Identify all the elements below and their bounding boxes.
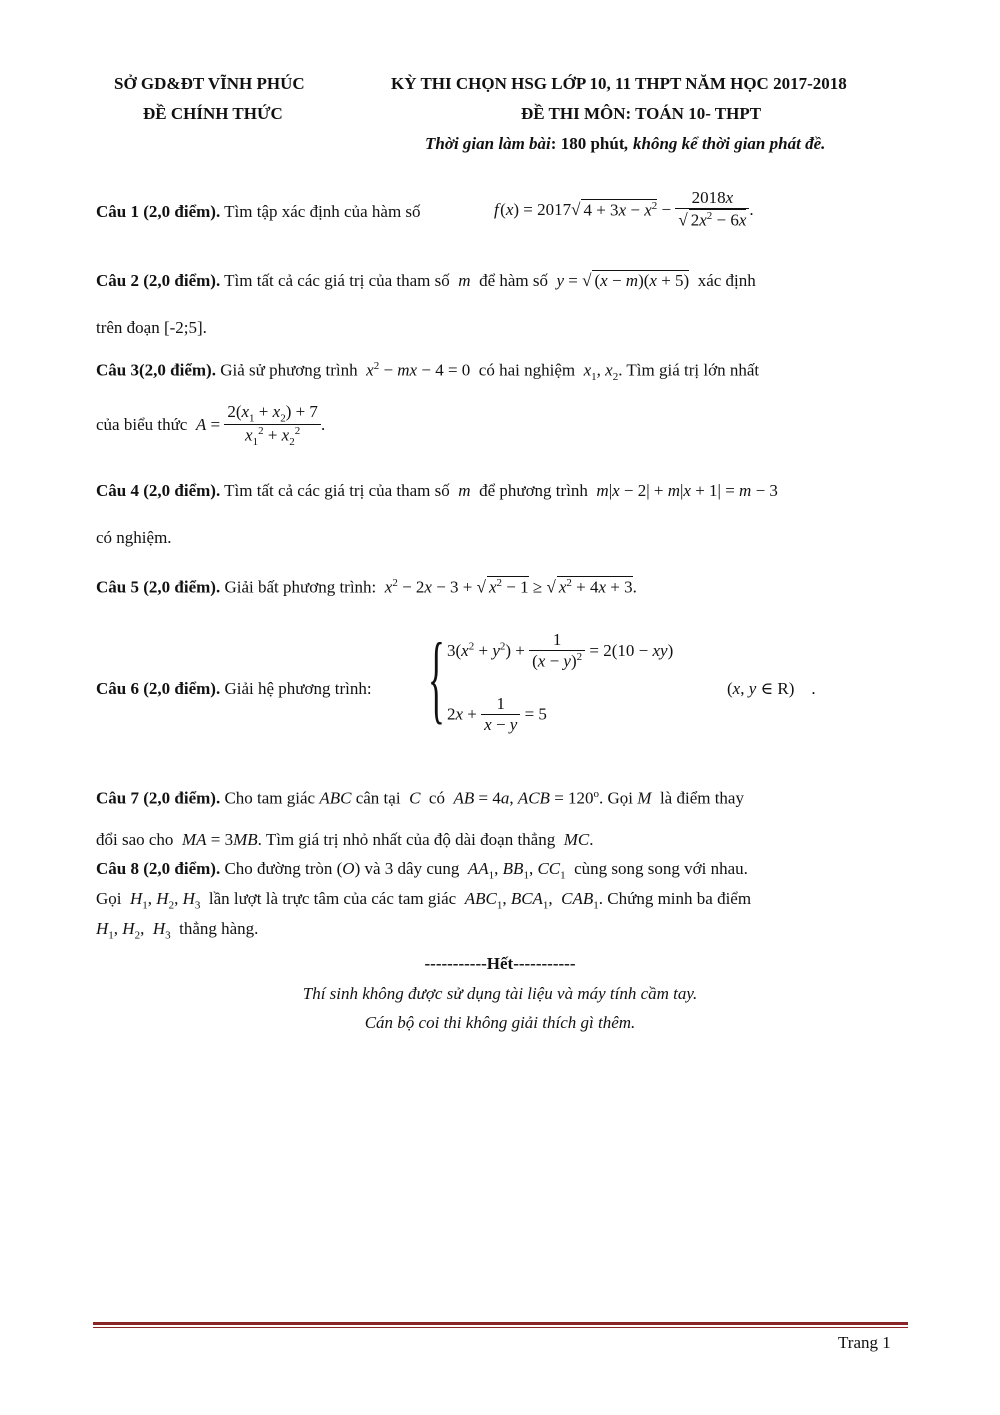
question-4-label: Câu 4 (2,0 điểm). <box>96 481 221 500</box>
question-2-line2: trên đoạn [-2;5]. <box>96 318 207 337</box>
time-prefix: Thời gian làm bài <box>425 134 551 153</box>
question-8-text: Cho đường tròn ( <box>220 859 343 878</box>
question-2-text: Tìm tất cả các giá trị của tham số <box>220 271 450 290</box>
system-brace: { <box>428 622 445 733</box>
question-2-text3: xác định <box>697 271 756 290</box>
department-name: SỞ GD&ĐT VĨNH PHÚC <box>114 74 305 93</box>
question-7: Câu 7 (2,0 điểm). Cho tam giác ABC cân tại C có AB = 4a, ACB = $120^o$. Gọi M là điểm thay <box>96 788 744 808</box>
question-1-label: Câu 1 (2,0 điểm). <box>96 202 221 221</box>
question-5: Câu 5 (2,0 điểm). Giải bất phương trình: $x^2 - 2x - 3$ + √ $x^2 - 1$ ≥ √ $x^2 + 4x + 3$. <box>96 577 637 597</box>
exam-time <box>425 134 825 154</box>
note-line-1: Thí sinh không được sử dụng tài liệu và máy tính cầm tay. <box>302 984 698 1003</box>
time-value: : 180 phút <box>550 134 625 153</box>
system-domain: (x, y ∈ R) . <box>727 679 816 698</box>
question-3: Câu 3(2,0 điểm). Giả sử phương trình $x^2$ − mx − 4 = 0 có hai nghiệm $x_1$, $x_2$. Tìm giá trị lớn nhất <box>96 360 760 384</box>
question-5-text: Giải bất phương trình: <box>220 577 377 597</box>
question-4-text2: để phương trình <box>479 481 588 500</box>
question-8-circle: O <box>342 859 355 878</box>
system-equation-1: $3(x^2 + y^2)$ + $\frac{1}{(x - y)^2}$ = 2(10 − xy) <box>447 630 674 671</box>
question-3-text: Giả sử phương trình <box>215 360 358 380</box>
question-3-label: Câu 3(2,0 điểm). <box>96 360 216 380</box>
question-1-formula: f (x) = 2017√ $4 + 3x - x^2$ − $\frac{2018x}{√ 2x^2 - 6x}$ . <box>494 188 754 230</box>
question-7-text4: . Gọi <box>599 788 634 808</box>
question-8-line2: Gọi $H_1$, $H_2$, $H_3$ lần lượt là trực tâm của các tam giác $ABC_1$, $BCA_1$, $CAB_1$. Chứng minh ba điểm <box>96 889 752 912</box>
time-suffix: , không kể thời gian phát đề. <box>624 134 826 153</box>
question-8-line2a: Gọi <box>96 889 122 908</box>
question-7-line2: đổi sao cho MA = 3MB. Tìm giá trị nhỏ nhất của độ dài đoạn thẳng MC. <box>96 830 594 849</box>
question-1 <box>96 202 421 222</box>
question-3-line2-text: của biểu thức <box>96 415 188 435</box>
question-3-text2: có hai nghiệm <box>478 360 576 380</box>
question-6 <box>96 679 372 699</box>
question-7-label: Câu 7 (2,0 điểm). <box>96 788 221 808</box>
official-label: ĐỀ CHÍNH THỨC <box>143 104 283 123</box>
question-5-label: Câu 5 (2,0 điểm). <box>96 577 221 597</box>
question-7-text3: có <box>428 788 445 808</box>
end-mark: -----------Hết----------- <box>424 954 576 973</box>
question-1-text: Tìm tập xác định của hàm số <box>220 202 421 221</box>
note-line-2: Cán bộ coi thi không giải thích gì thêm. <box>364 1013 636 1032</box>
exam-subject: ĐỀ THI MÔN: TOÁN 10- THPT <box>521 104 762 123</box>
question-6-label: Câu 6 (2,0 điểm). <box>96 679 221 698</box>
question-7-text: Cho tam giác <box>220 788 320 808</box>
question-2-label: Câu 2 (2,0 điểm). <box>96 271 221 290</box>
question-7-text2: cân tại <box>351 788 401 808</box>
question-8-line3: $H_1$, $H_2$, $H_3$ thẳng hàng. <box>96 919 259 942</box>
question-8-line2c: . Chứng minh ba điểm <box>598 889 752 908</box>
question-8-line2b: lần lượt là trực tâm của các tam giác <box>208 889 457 908</box>
question-2-text2: để hàm số <box>479 271 548 290</box>
question-4: Câu 4 (2,0 điểm). Tìm tất cả các giá trị của tham số m để phương trình m|x − 2| + m|x + 1| = m − 3 <box>96 481 778 500</box>
system-equation-2: 2x + $\frac{1}{x - y}$ = 5 <box>447 694 547 734</box>
question-2: Câu 2 (2,0 điểm). Tìm tất cả các giá trị của tham số m để hàm số y = √ (x − m)(x + 5) xác định <box>96 271 756 290</box>
question-3-text3: . Tìm giá trị lớn nhất <box>618 360 760 380</box>
question-3-line2: của biểu thức A = $\frac{2(x_1 + x_2) + 7}{x_1^2 + x_2^2}$ . <box>96 402 326 449</box>
question-4-text: Tìm tất cả các giá trị của tham số <box>220 481 450 500</box>
question-6-text: Giải hệ phương trình: <box>220 679 372 698</box>
question-8: Câu 8 (2,0 điểm). Cho đường tròn (O) và 3 dây cung $AA_1$, $BB_1$, $CC_1$ cùng song song với nhau. <box>96 859 748 882</box>
footer-rule-thick <box>93 1322 908 1325</box>
footer-rule-thin <box>93 1327 908 1328</box>
question-8-text2: ) và 3 dây cung <box>354 859 460 878</box>
question-8-line3-text: thẳng hàng. <box>179 919 259 938</box>
question-8-text3: cùng song song với nhau. <box>574 859 748 878</box>
exam-title: KỲ THI CHỌN HSG LỚP 10, 11 THPT NĂM HỌC 2017-2018 <box>391 74 847 93</box>
question-7-line2b: . Tìm giá trị nhỏ nhất của độ dài đoạn thẳng <box>257 830 556 849</box>
question-8-label: Câu 8 (2,0 điểm). <box>96 859 221 878</box>
page-number: Trang 1 <box>838 1333 891 1352</box>
question-4-line2: có nghiệm. <box>96 528 172 547</box>
question-7-line2a: đổi sao cho <box>96 830 174 849</box>
question-7-text5: là điểm thay <box>659 788 744 808</box>
